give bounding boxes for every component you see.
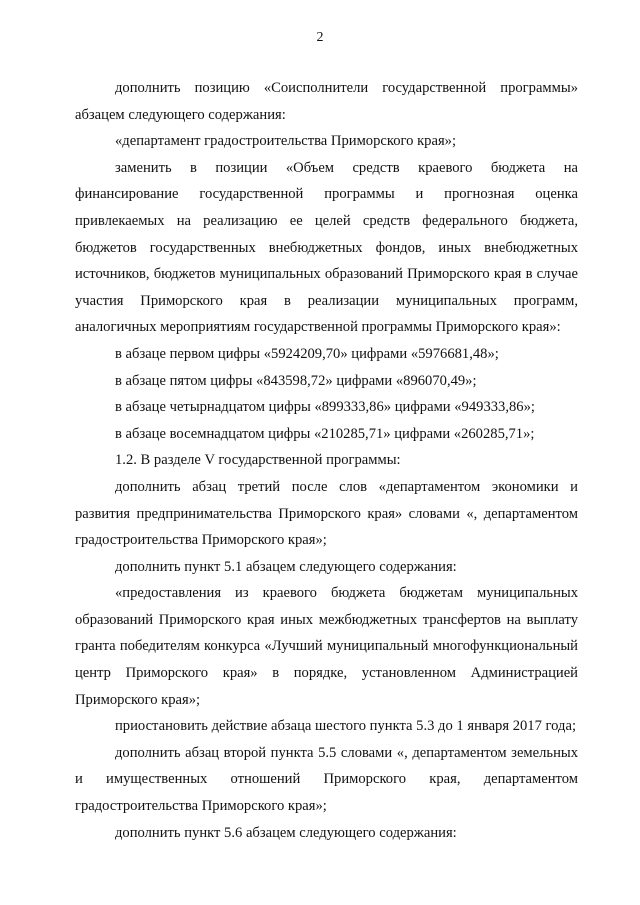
paragraph: дополнить абзац третий после слов «департаментом экономики и развития предпринимательства Приморского края» словами «, департаментом градостроительства Приморского края»; xyxy=(75,478,578,549)
paragraph: «департамент градостроительства Приморского края»; xyxy=(115,133,457,150)
paragraph: «предоставления из краевого бюджета бюджетам муниципальных образований Приморского края иных межбюджетных трансфертов на выплату гранта победителям конкурса «Лучший муниципальный многофункциональный центр Приморского края» в порядке, установленном Администрацией Приморского края»; xyxy=(75,585,578,708)
paragraph: дополнить пункт 5.6 абзацем следующего содержания: xyxy=(115,824,457,841)
paragraph: в абзаце пятом цифры «843598,72» цифрами «896070,49»; xyxy=(115,372,477,389)
paragraph: в абзаце первом цифры «5924209,70» цифрами «5976681,48»; xyxy=(115,345,499,362)
paragraph: дополнить позицию «Соисполнители государственной программы» абзацем следующего содержания: xyxy=(75,80,578,123)
paragraph: приостановить действие абзаца шестого пункта 5.3 до 1 января 2017 года; xyxy=(115,718,577,735)
paragraph: в абзаце четырнадцатом цифры «899333,86» цифрами «949333,86»; xyxy=(115,399,535,416)
section-heading: 1.2. В разделе V государственной программы: xyxy=(115,452,401,469)
document-body xyxy=(75,75,578,846)
paragraph: в абзаце восемнадцатом цифры «210285,71» цифрами «260285,71»; xyxy=(115,425,535,442)
paragraph: дополнить пункт 5.1 абзацем следующего содержания: xyxy=(115,558,457,575)
page-number: 2 xyxy=(316,30,324,45)
paragraph: дополнить абзац второй пункта 5.5 словами «, департаментом земельных и имущественных отношений Приморского края, департаментом градостроительства Приморского края»; xyxy=(75,744,578,815)
paragraph: заменить в позиции «Объем средств краевого бюджета на финансирование государственной программы и прогнозная оценка привлекаемых на реализацию ее целей средств федерального бюджета, бюджетов государственных внебюджетных фондов, иных внебюджетных источников, бюджетов муниципальных образований Приморского края в случае участия Приморского края в реализации муниципальных программ, аналогичных мероприятиям государственной программы Приморского края»: xyxy=(75,159,578,336)
